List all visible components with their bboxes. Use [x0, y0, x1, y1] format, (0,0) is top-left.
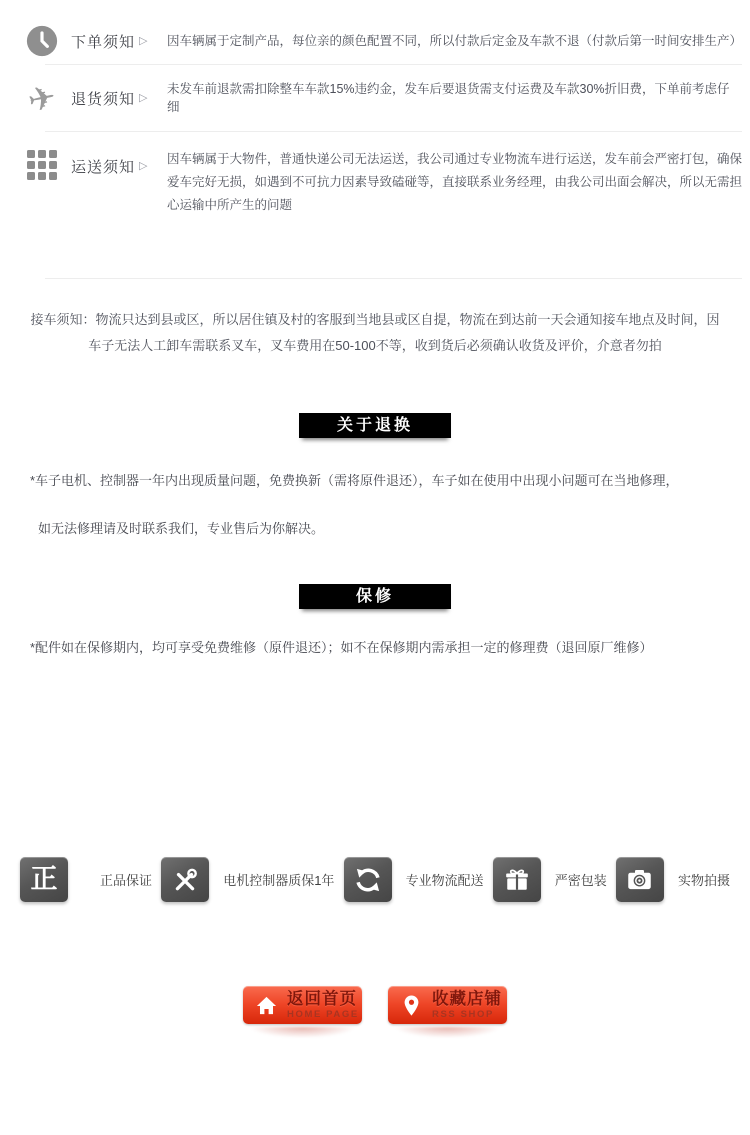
service-badges-row	[0, 857, 750, 902]
returns-text-line2: 如无法修理请及时联系我们，专业售后为你解决。	[38, 521, 325, 536]
arrow-right-icon: ▷	[139, 34, 148, 47]
pickup-notice-paragraph: 接车须知：物流只达到县或区，所以居住镇及村的客服到当地县或区自提，物流在到达前一天会通知接车地点及时间，因车子无法人工卸车需联系叉车，叉车费用在50-100不等，收到货后必须确认收货及评价，介意者勿拍	[30, 312, 720, 353]
favorite-button-sublabel: RSS SHOP	[432, 1009, 494, 1020]
favorite-shop-button[interactable]	[388, 986, 507, 1024]
home-button[interactable]	[243, 986, 362, 1024]
badge-packaging-label: 严密包装	[554, 873, 607, 888]
badge-logistics	[344, 857, 484, 902]
badge-packaging	[493, 857, 607, 902]
return-notice-row	[0, 65, 750, 131]
gift-icon	[493, 857, 541, 902]
order-notice-text: 因车辆属于定制产品，每位亲的颜色配置不同，所以付款后定金及车款不退（付款后第一时间安排生产）	[167, 34, 743, 48]
grid-icon	[25, 148, 59, 182]
location-pin-icon	[400, 994, 423, 1017]
badge-authentic	[20, 857, 152, 902]
home-icon	[255, 994, 278, 1017]
order-notice-row	[0, 18, 750, 64]
badge-photo	[616, 857, 730, 902]
returns-text-line1: *车子电机、控制器一年内出现质量问题，免费换新（需将原件退还），车子如在使用中出现小问题可在当地修理，	[30, 473, 679, 488]
clock-icon	[25, 24, 59, 58]
shipping-notice-row	[0, 132, 750, 236]
warranty-banner: 保修	[299, 584, 451, 609]
return-notice-label: 退货须知	[71, 90, 136, 108]
badge-warranty	[161, 857, 334, 902]
badge-warranty-label: 电机控制器质保1年	[223, 873, 335, 888]
badge-authentic-label: 正品保证	[100, 873, 153, 888]
home-button-label: 返回首页	[287, 989, 357, 1008]
shipping-notice-text: 因车辆属于大物件，普通快递公司无法运送，我公司通过专业物流车进行运送，发车前会严密打包，确保爱车完好无损，如遇到不可抗力因素导致磕碰等，直接联系业务经理，由我公司出面会解决，所以无需担心运输中所产生的问题	[167, 152, 743, 212]
return-notice-text: 未发车前退款需扣除整车车款15%违约金，发车后要退货需支付运费及车款30%折旧费，下单前考虑仔细	[167, 82, 730, 114]
favorite-button-label: 收藏店铺	[432, 989, 502, 1008]
divider	[45, 278, 742, 279]
tools-icon	[161, 857, 209, 902]
badge-photo-label: 实物拍摄	[677, 873, 730, 888]
order-notice-label: 下单须知	[71, 33, 136, 51]
authentic-icon: 正	[20, 857, 68, 902]
returns-banner: 关于退换	[299, 413, 451, 438]
camera-icon	[616, 857, 664, 902]
footer-buttons-row	[0, 986, 750, 1024]
home-button-sublabel: HOME PAGE	[287, 1009, 359, 1020]
arrow-right-icon: ▷	[139, 91, 148, 104]
badge-logistics-label: 专业物流配送	[405, 873, 484, 888]
warranty-text-line1: *配件如在保修期内，均可享受免费维修（原件退还）；如不在保修期内需承担一定的修理费（退回原厂维修）	[30, 640, 653, 655]
arrow-right-icon: ▷	[139, 160, 148, 172]
airplane-icon: ✈	[24, 77, 60, 119]
refresh-icon	[344, 857, 392, 902]
shipping-notice-label: 运送须知	[71, 159, 136, 176]
